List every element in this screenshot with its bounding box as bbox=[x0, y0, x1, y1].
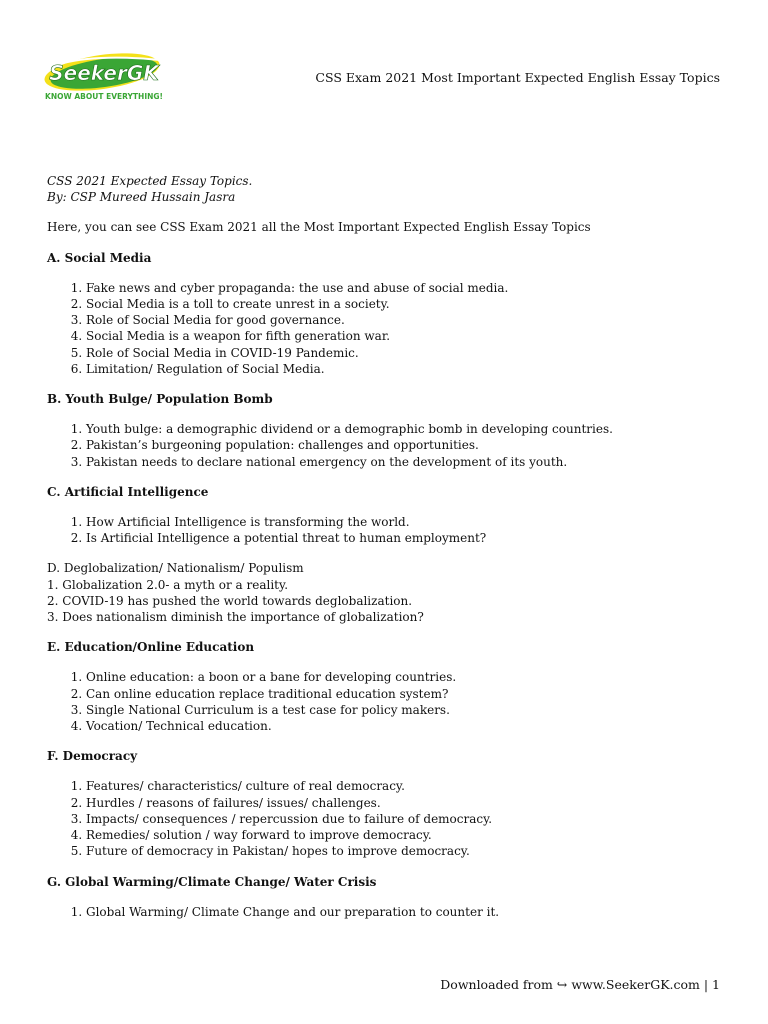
list-item: 4. Remedies/ solution / way forward to improve democracy. bbox=[86, 827, 737, 843]
section-list-social-media bbox=[47, 280, 737, 377]
seekergk-logo bbox=[42, 52, 168, 104]
list-item: 5. Role of Social Media in COVID-19 Pandemic. bbox=[86, 345, 737, 361]
document-body bbox=[47, 173, 737, 920]
list-item: 3. Role of Social Media for good governance. bbox=[86, 312, 737, 328]
list-item: 3. Impacts/ consequences / repercussion due to failure of democracy. bbox=[86, 811, 737, 827]
list-item: 2. Pakistan’s burgeoning population: challenges and opportunities. bbox=[86, 437, 737, 453]
section-heading-education: E. Education/Online Education bbox=[47, 640, 255, 655]
intro-author: By: CSP Mureed Hussain Jasra bbox=[47, 190, 236, 205]
list-item: 1. How Artificial Intelligence is transforming the world. bbox=[86, 514, 737, 530]
intro-title: CSS 2021 Expected Essay Topics. bbox=[47, 174, 253, 188]
section-list-artificial-intelligence bbox=[47, 514, 737, 546]
list-item: 5. Future of democracy in Pakistan/ hopes to improve democracy. bbox=[86, 843, 737, 859]
section-list-education bbox=[47, 669, 737, 734]
list-item: 6. Limitation/ Regulation of Social Media. bbox=[86, 361, 737, 377]
list-item: 4. Social Media is a weapon for fifth generation war. bbox=[86, 328, 737, 344]
list-item: 3. Single National Curriculum is a test case for policy makers. bbox=[86, 702, 737, 718]
section-heading-deglobalization: D. Deglobalization/ Nationalism/ Populism bbox=[47, 561, 304, 576]
logo-tagline: KNOW ABOUT EVERYTHING! bbox=[45, 92, 163, 101]
list-item: 2. Hurdles / reasons of failures/ issues/ challenges. bbox=[86, 795, 737, 811]
section-list-global-warming bbox=[47, 904, 737, 920]
section-heading-democracy: F. Democracy bbox=[47, 749, 138, 764]
section-heading-artificial-intelligence: C. Artificial Intelligence bbox=[47, 484, 209, 499]
list-item: 1. Fake news and cyber propaganda: the use and abuse of social media. bbox=[86, 280, 737, 296]
logo-graphic bbox=[42, 52, 168, 104]
list-item: 2. Social Media is a toll to create unrest in a society. bbox=[86, 296, 737, 312]
section-list-democracy bbox=[47, 778, 737, 859]
list-item: 4. Vocation/ Technical education. bbox=[86, 718, 737, 734]
section-list-youth-bulge bbox=[47, 421, 737, 470]
list-item: 3. Does nationalism diminish the importance of globalization? bbox=[47, 610, 424, 625]
document-header-title: CSS Exam 2021 Most Important Expected English Essay Topics bbox=[315, 70, 720, 85]
section-heading-youth-bulge: B. Youth Bulge/ Population Bomb bbox=[47, 392, 273, 407]
list-item: 1. Features/ characteristics/ culture of real democracy. bbox=[86, 778, 737, 794]
section-heading-social-media: A. Social Media bbox=[47, 250, 152, 265]
intro-text: Here, you can see CSS Exam 2021 all the Most Important Expected English Essay Topics bbox=[47, 220, 591, 235]
list-item: 2. Can online education replace traditional education system? bbox=[86, 686, 737, 702]
footer-download-note: Downloaded from ↪ www.SeekerGK.com | 1 bbox=[440, 977, 720, 992]
list-item: 3. Pakistan needs to declare national emergency on the development of its youth. bbox=[86, 454, 737, 470]
list-item: 1. Globalization 2.0- a myth or a reality. bbox=[47, 577, 289, 592]
list-item: 1. Online education: a boon or a bane for developing countries. bbox=[86, 669, 737, 685]
list-item: 2. COVID-19 has pushed the world towards deglobalization. bbox=[47, 593, 413, 608]
logo-wordmark: SeekerGK bbox=[49, 61, 159, 85]
list-item: 2. Is Artificial Intelligence a potential threat to human employment? bbox=[86, 530, 737, 546]
section-heading-global-warming: G. Global Warming/Climate Change/ Water Crisis bbox=[47, 874, 377, 889]
list-item: 1. Global Warming/ Climate Change and our preparation to counter it. bbox=[86, 904, 737, 920]
list-item: 1. Youth bulge: a demographic dividend or a demographic bomb in developing countries. bbox=[86, 421, 737, 437]
section-deglobalization bbox=[47, 560, 737, 625]
